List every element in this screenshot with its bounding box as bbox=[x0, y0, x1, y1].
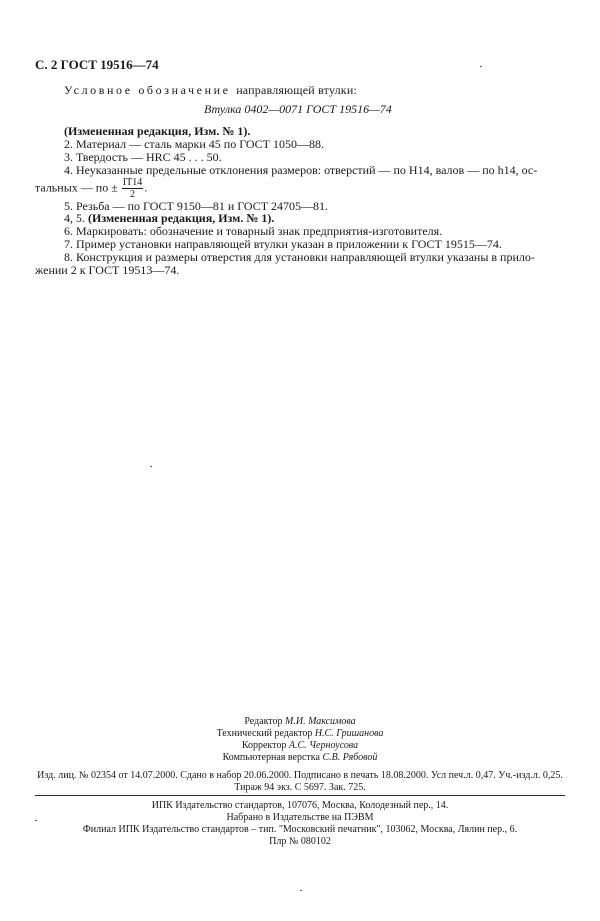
amendment-note-1: (Измененная редакция, Изм. № 1). bbox=[64, 124, 251, 138]
item-4-line2 bbox=[35, 177, 147, 200]
designation-intro bbox=[64, 83, 357, 98]
item-3-hardness: 3. Твердость — HRC 45 . . . 50. bbox=[64, 150, 222, 164]
item-7-example: 7. Пример установки направляющей втулки указан в приложении к ГОСТ 19515—74. bbox=[64, 237, 502, 251]
tolerance-fraction bbox=[122, 177, 143, 200]
designation-example: Втулка 0402—0071 ГОСТ 19516—74 bbox=[204, 102, 392, 116]
imprint-line-1: ИПК Издательство стандартов, 107076, Москва, Колодезный пер., 14. bbox=[151, 800, 449, 811]
credit-name: Н.С. Гришанова bbox=[314, 728, 384, 739]
page-header: С. 2 ГОСТ 19516—74 bbox=[35, 57, 159, 72]
item-5-thread: 5. Резьба — по ГОСТ 9150—81 и ГОСТ 24705—81. bbox=[64, 199, 329, 213]
scan-speck bbox=[300, 890, 302, 891]
credit-tech-editor bbox=[185, 728, 415, 739]
item-4-line1: 4. Неуказанные предельные отклонения размеров: отверстий — по H14, валов — по h14, ос- bbox=[64, 163, 538, 177]
credit-role: Технический редактор bbox=[216, 728, 313, 739]
item-6-marking: 6. Маркировать: обозначение и товарный знак предприятия-изготовителя. bbox=[64, 224, 443, 238]
amendment-bold: (Измененная редакция, Изм. № 1). bbox=[88, 211, 275, 225]
credit-role: Редактор bbox=[244, 716, 283, 727]
credit-name: С.В. Рябовой bbox=[322, 752, 378, 763]
amendment-prefix: 4, 5. bbox=[64, 211, 85, 225]
item-8-line2: жении 2 к ГОСТ 19513—74. bbox=[35, 263, 180, 277]
item-8-line1: 8. Конструкция и размеры отверстия для установки направляющей втулки указаны в прило- bbox=[64, 250, 535, 264]
credit-role: Корректор bbox=[241, 740, 287, 751]
credit-name: А.С. Черноусова bbox=[288, 740, 359, 751]
item-2-material: 2. Материал — сталь марки 45 по ГОСТ 1050—88. bbox=[64, 137, 325, 151]
fraction-denominator: 2 bbox=[130, 189, 135, 200]
credit-proofreader bbox=[185, 740, 415, 751]
imprint-line-2: Набрано в Издательстве на ПЭВМ bbox=[226, 812, 374, 823]
publication-line-2: Тираж 94 экз. С 5697. Зак. 725. bbox=[234, 782, 366, 793]
imprint-line-4: Плр № 080102 bbox=[269, 836, 331, 847]
item-4-line2-suffix: . bbox=[144, 180, 148, 195]
imprint-line-3: Филиал ИПК Издательство стандартов – тип. "Московский печатник", 103062, Москва, Лялин пер., 6. bbox=[82, 824, 518, 835]
divider-rule bbox=[35, 795, 565, 796]
credit-name: М.И. Максимова bbox=[285, 716, 356, 727]
scan-speck bbox=[150, 466, 152, 467]
scan-speck bbox=[480, 66, 482, 67]
publication-line-1: Изд. лиц. № 02354 от 14.07.2000. Сдано в набор 20.06.2000. Подписано в печать 18.08.2000. Усл печ.л. 0,47. Уч.-изд.л. 0,25. bbox=[37, 770, 563, 781]
designation-intro-spaced: Условное обозначение bbox=[64, 83, 231, 97]
designation-intro-tail: направляющей втулки: bbox=[236, 83, 357, 97]
item-4-line2-prefix: тальных — по ± bbox=[35, 180, 118, 195]
credit-layout bbox=[185, 752, 415, 763]
credit-role: Компьютерная верстка bbox=[222, 752, 320, 763]
fraction-numerator: IT14 bbox=[122, 177, 143, 188]
credit-editor bbox=[185, 716, 415, 727]
